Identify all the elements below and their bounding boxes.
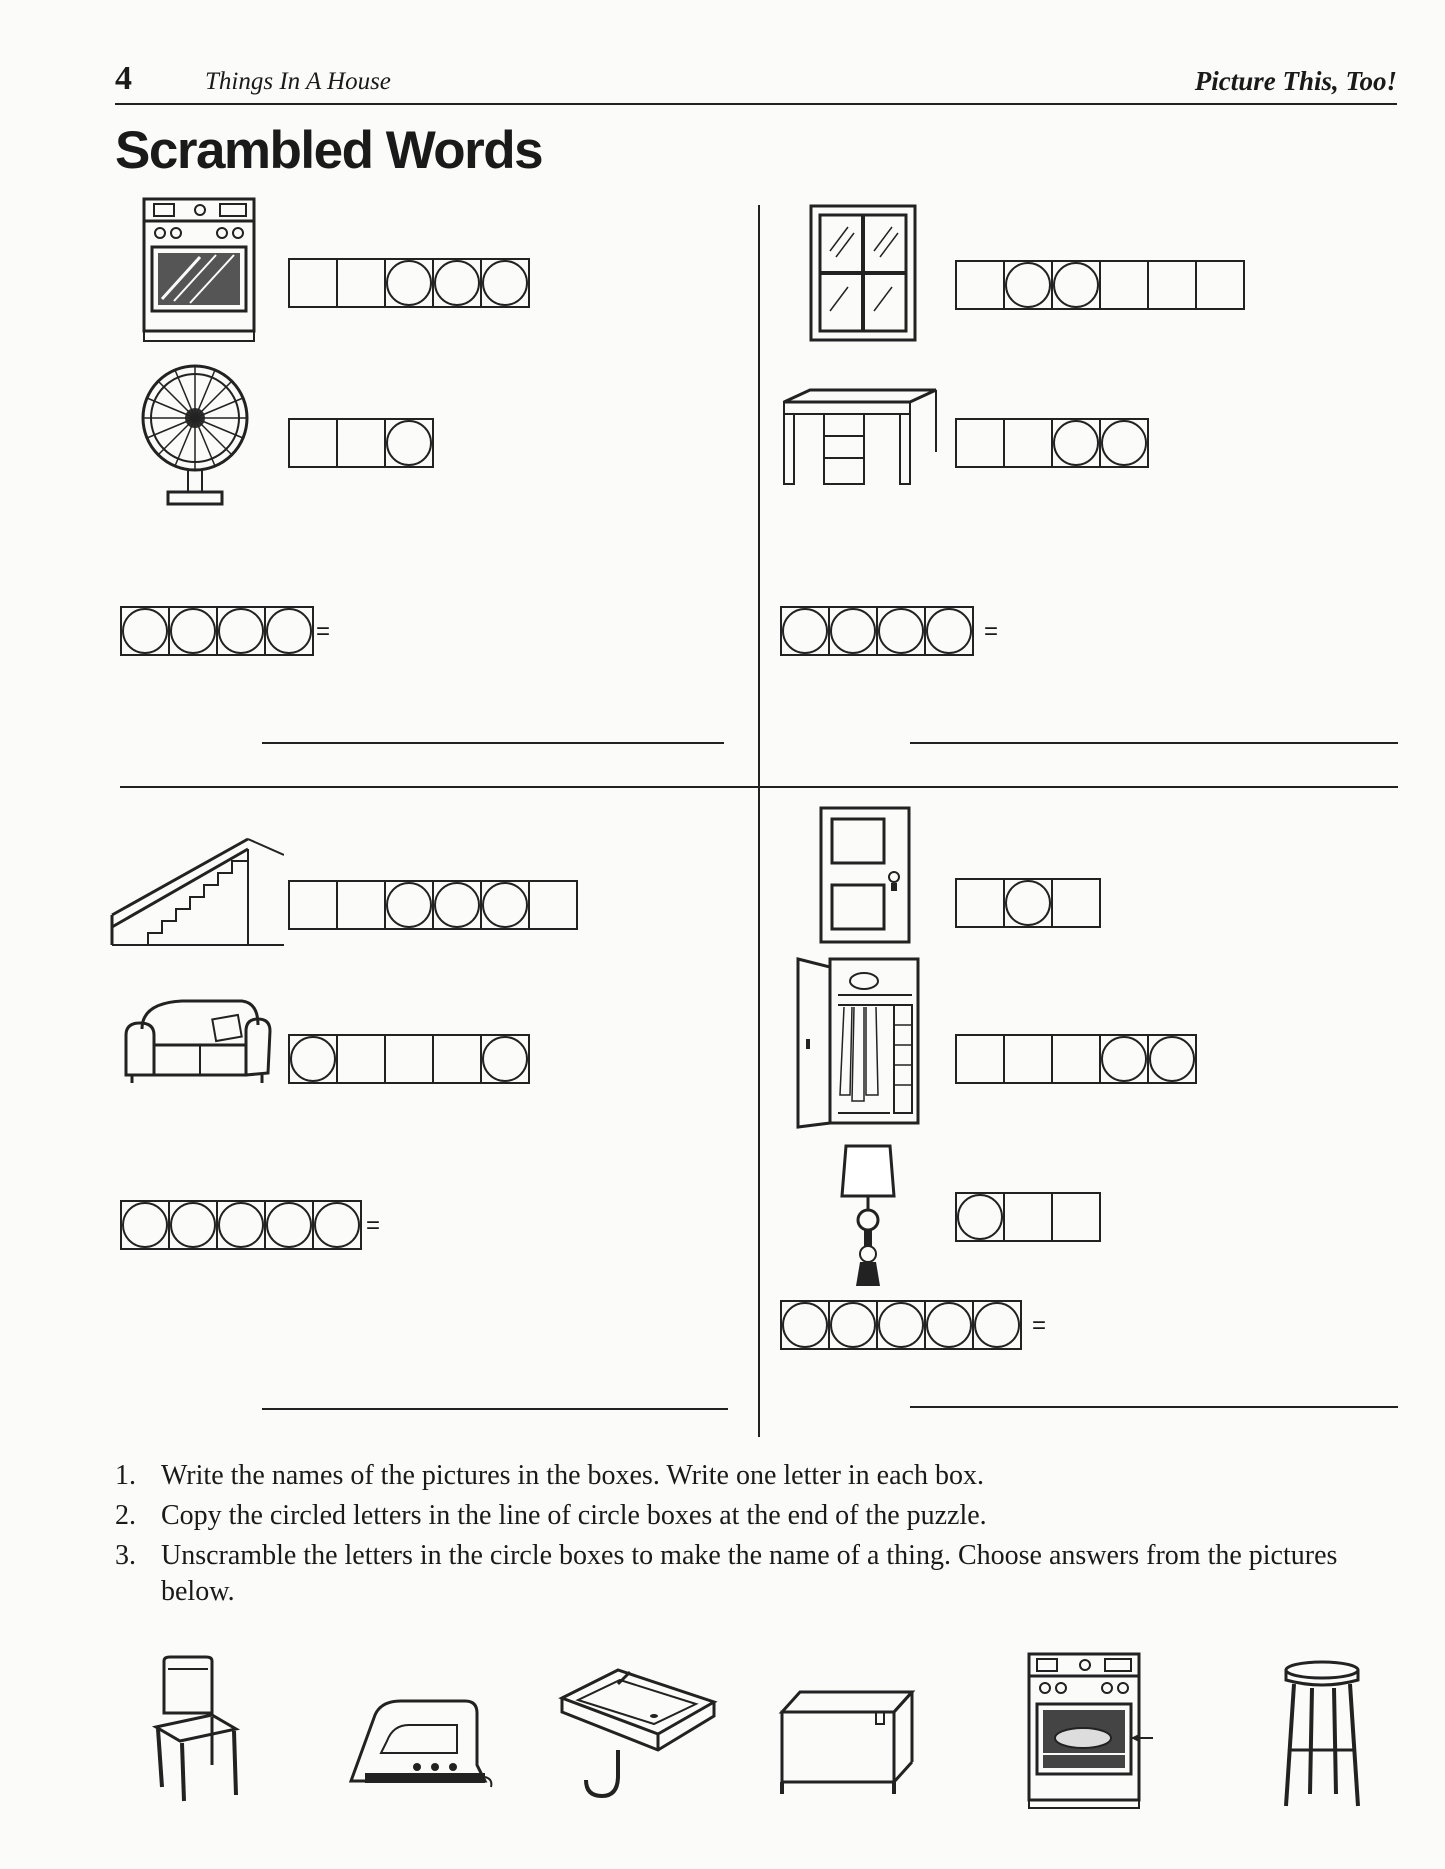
answer-circle-box[interactable] — [876, 1300, 926, 1350]
answer-line[interactable] — [910, 1406, 1398, 1408]
word-row-lamp — [955, 1192, 1101, 1242]
letter-box[interactable] — [1051, 1034, 1101, 1084]
circled-letter-box[interactable] — [1003, 260, 1053, 310]
answer-circles-top-left — [120, 606, 314, 656]
stairs-icon — [108, 835, 284, 950]
instruction-number: 3. — [115, 1540, 136, 1571]
letter-box[interactable] — [955, 878, 1005, 928]
letter-box[interactable] — [288, 258, 338, 308]
instruction-number: 2. — [115, 1500, 136, 1531]
circled-letter-box[interactable] — [1003, 878, 1053, 928]
answer-circle-box[interactable] — [168, 1200, 218, 1250]
answer-circle-box[interactable] — [876, 606, 926, 656]
circled-letter-box[interactable] — [955, 1192, 1005, 1242]
word-row-door — [955, 878, 1101, 928]
desk-icon — [780, 388, 940, 488]
answer-circle-box[interactable] — [828, 606, 878, 656]
letter-box[interactable] — [336, 1034, 386, 1084]
window-icon — [808, 203, 918, 345]
instruction-item — [115, 1458, 1385, 1494]
lamp-icon — [838, 1140, 898, 1290]
letter-box[interactable] — [336, 880, 386, 930]
letter-box[interactable] — [1003, 418, 1053, 468]
sofa-icon — [122, 995, 272, 1085]
chair-icon[interactable] — [150, 1655, 246, 1805]
answer-circle-box[interactable] — [924, 606, 974, 656]
word-row-desk — [955, 418, 1149, 468]
circled-letter-box[interactable] — [1051, 418, 1101, 468]
sink-icon[interactable] — [558, 1668, 718, 1808]
circled-letter-box[interactable] — [384, 418, 434, 468]
header-rule — [115, 103, 1397, 105]
stove-icon — [140, 195, 258, 345]
instruction-number: 1. — [115, 1460, 136, 1491]
instruction-text: Unscramble the letters in the circle boxes to make the name of a thing. Choose answers from the pictures below. — [161, 1540, 1338, 1607]
equals-sign: = — [1032, 1312, 1047, 1339]
answer-circles-bottom-right — [780, 1300, 1022, 1350]
letter-box[interactable] — [336, 418, 386, 468]
instruction-item — [115, 1538, 1385, 1610]
word-row-closet — [955, 1034, 1197, 1084]
letter-box[interactable] — [1195, 260, 1245, 310]
circled-letter-box[interactable] — [480, 1034, 530, 1084]
chest-icon[interactable] — [778, 1688, 916, 1798]
answer-circles-top-right — [780, 606, 974, 656]
letter-box[interactable] — [384, 1034, 434, 1084]
book-title: Picture This, Too! — [1194, 66, 1397, 96]
letter-box[interactable] — [1099, 260, 1149, 310]
answer-circle-box[interactable] — [168, 606, 218, 656]
answer-circle-box[interactable] — [216, 1200, 266, 1250]
chapter-title: Things In A House — [205, 68, 391, 95]
page-title: Scrambled Words — [115, 121, 543, 180]
letter-box[interactable] — [336, 258, 386, 308]
answer-circle-box[interactable] — [780, 1300, 830, 1350]
circled-letter-box[interactable] — [432, 258, 482, 308]
instruction-item — [115, 1498, 1385, 1534]
quadrant-divider-horizontal — [120, 786, 1398, 788]
circled-letter-box[interactable] — [1099, 1034, 1149, 1084]
answer-circle-box[interactable] — [924, 1300, 974, 1350]
circled-letter-box[interactable] — [384, 880, 434, 930]
word-row-stairs — [288, 880, 578, 930]
answer-line[interactable] — [910, 742, 1398, 744]
word-row-window — [955, 260, 1245, 310]
answer-circle-box[interactable] — [216, 606, 266, 656]
letter-box[interactable] — [432, 1034, 482, 1084]
letter-box[interactable] — [1051, 878, 1101, 928]
page-number: 4 — [115, 60, 132, 97]
answer-circle-box[interactable] — [828, 1300, 878, 1350]
closet-icon — [794, 955, 922, 1129]
answer-circle-box[interactable] — [312, 1200, 362, 1250]
instruction-text: Write the names of the pictures in the boxes. Write one letter in each box. — [161, 1460, 984, 1491]
letter-box[interactable] — [955, 418, 1005, 468]
instruction-text: Copy the circled letters in the line of circle boxes at the end of the puzzle. — [161, 1500, 987, 1531]
equals-sign: = — [366, 1212, 381, 1239]
answer-circle-box[interactable] — [120, 1200, 170, 1250]
letter-box[interactable] — [528, 880, 578, 930]
door-icon — [818, 805, 912, 945]
iron-icon[interactable] — [345, 1695, 495, 1791]
equals-sign: = — [984, 618, 999, 645]
letter-box[interactable] — [1003, 1192, 1053, 1242]
instructions-list — [115, 1458, 1385, 1614]
answer-circles-bottom-left — [120, 1200, 362, 1250]
answer-circle-box[interactable] — [264, 1200, 314, 1250]
circled-letter-box[interactable] — [1099, 418, 1149, 468]
circled-letter-box[interactable] — [1051, 260, 1101, 310]
quadrant-divider-vertical — [758, 205, 760, 1437]
letter-box[interactable] — [1003, 1034, 1053, 1084]
oven-icon[interactable] — [1025, 1650, 1155, 1812]
answer-circle-box[interactable] — [120, 606, 170, 656]
circled-letter-box[interactable] — [480, 258, 530, 308]
circled-letter-box[interactable] — [384, 258, 434, 308]
letter-box[interactable] — [1147, 260, 1197, 310]
answer-circle-box[interactable] — [972, 1300, 1022, 1350]
circled-letter-box[interactable] — [1147, 1034, 1197, 1084]
circled-letter-box[interactable] — [480, 880, 530, 930]
letter-box[interactable] — [955, 260, 1005, 310]
letter-box[interactable] — [1051, 1192, 1101, 1242]
word-row-stove — [288, 258, 530, 308]
answer-circle-box[interactable] — [780, 606, 830, 656]
circled-letter-box[interactable] — [288, 1034, 338, 1084]
circled-letter-box[interactable] — [432, 880, 482, 930]
fan-icon — [140, 360, 250, 510]
stool-icon[interactable] — [1282, 1660, 1362, 1810]
letter-box[interactable] — [288, 418, 338, 468]
letter-box[interactable] — [955, 1034, 1005, 1084]
word-row-sofa — [288, 1034, 530, 1084]
answer-circle-box[interactable] — [264, 606, 314, 656]
answer-line[interactable] — [262, 742, 724, 744]
equals-sign: = — [316, 618, 331, 645]
word-row-fan — [288, 418, 434, 468]
answer-line[interactable] — [262, 1408, 728, 1410]
letter-box[interactable] — [288, 880, 338, 930]
